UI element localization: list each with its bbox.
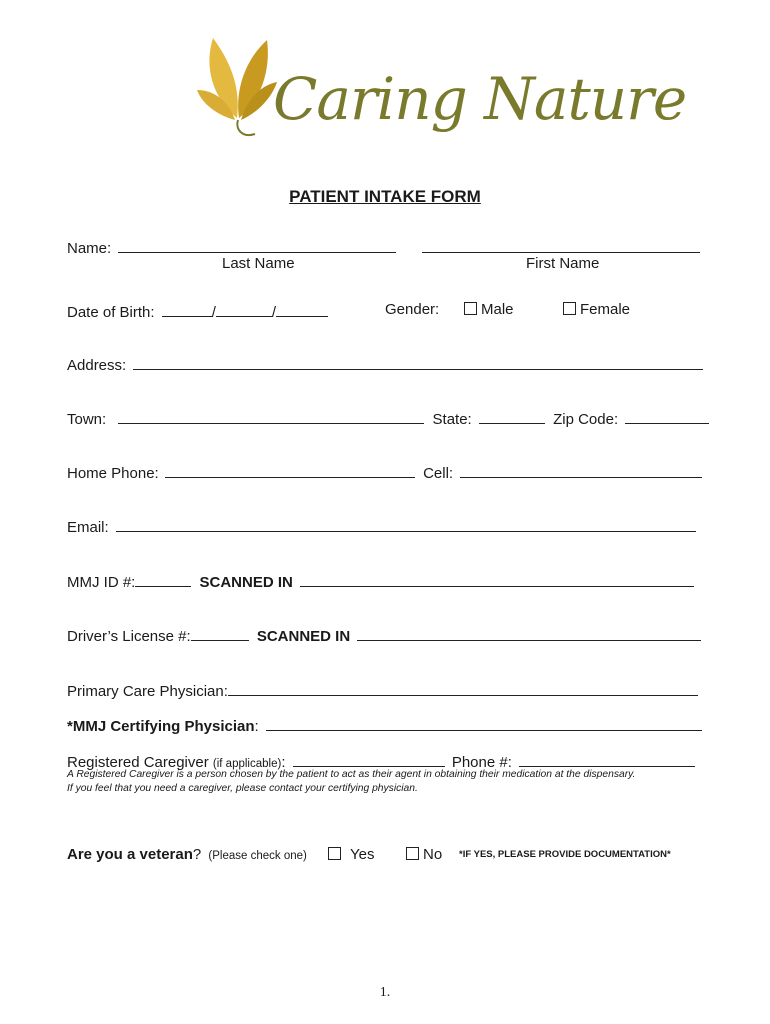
state-field[interactable]	[479, 409, 545, 424]
cell-field[interactable]	[460, 463, 702, 478]
veteran-note: *IF YES, PLEASE PROVIDE DOCUMENTATION*	[459, 849, 671, 860]
caregiver-note-2: If you feel that you need a caregiver, please contact your certifying physician.	[67, 783, 418, 794]
home-phone-label: Home Phone:	[67, 465, 159, 482]
veteran-qmark: ?	[192, 846, 202, 863]
form-title: PATIENT INTAKE FORM	[289, 187, 481, 206]
zip-field[interactable]	[625, 409, 709, 424]
pcp-label: Primary Care Physician:	[67, 683, 228, 700]
caregiver-note-1: A Registered Caregiver is a person chosen by the patient to act as their agent in obtaining their medication at the dispensary.	[67, 769, 636, 780]
first-name-caption: First Name	[526, 255, 600, 272]
last-name-field[interactable]	[118, 238, 396, 253]
caregiver-inline-note: (if applicable)	[212, 758, 282, 770]
first-name-field[interactable]	[422, 238, 700, 256]
certifying-colon: :	[254, 718, 259, 735]
license-scanned-line[interactable]	[357, 626, 701, 641]
veteran-instruction: (Please check one)	[208, 850, 307, 862]
veteran-yes-option[interactable]	[328, 847, 374, 862]
address-field[interactable]	[133, 355, 703, 370]
logo	[195, 30, 687, 160]
veteran-no-option[interactable]	[406, 847, 442, 862]
gender-female-option[interactable]	[563, 302, 630, 317]
male-checkbox[interactable]	[464, 302, 477, 315]
caregiver-colon: :	[281, 754, 286, 771]
female-checkbox[interactable]	[563, 302, 576, 315]
caregiver-label: Registered Caregiver	[67, 754, 209, 771]
license-field[interactable]	[191, 626, 249, 641]
pcp-field[interactable]	[228, 681, 698, 696]
veteran-yes-label: Yes	[350, 846, 375, 863]
last-name-caption: Last Name	[222, 255, 295, 272]
veteran-no-label: No	[423, 846, 443, 863]
veteran-no-checkbox[interactable]	[406, 847, 419, 860]
caregiver-field[interactable]	[293, 752, 445, 767]
town-label: Town:	[67, 411, 107, 428]
veteran-label: Are you a veteran	[67, 846, 193, 863]
mmj-id-label: MMJ ID #:	[67, 574, 136, 591]
dob-month-field[interactable]	[162, 302, 212, 317]
caregiver-phone-field[interactable]	[519, 752, 695, 767]
town-field[interactable]	[118, 409, 424, 424]
state-label: State:	[432, 411, 472, 428]
mmj-scanned-line[interactable]	[300, 572, 694, 587]
male-label: Male	[481, 301, 514, 318]
email-field[interactable]	[116, 517, 696, 532]
caregiver-phone-label: Phone #:	[451, 754, 512, 771]
gender-label: Gender:	[385, 301, 440, 318]
veteran-yes-checkbox[interactable]	[328, 847, 341, 860]
logo-text: Caring Nature	[273, 65, 687, 133]
email-label: Email:	[67, 519, 109, 536]
dob-year-field[interactable]	[276, 302, 328, 317]
home-phone-field[interactable]	[165, 463, 415, 478]
cell-label: Cell:	[423, 465, 454, 482]
gender-male-option[interactable]	[464, 302, 514, 317]
mmj-id-field[interactable]	[135, 572, 191, 587]
license-scanned-text: SCANNED IN	[256, 628, 351, 645]
mmj-scanned-text: SCANNED IN	[199, 574, 293, 591]
dob-day-field[interactable]	[216, 302, 272, 317]
female-label: Female	[580, 301, 631, 318]
certifying-field[interactable]	[266, 716, 702, 731]
dob-label: Date of Birth:	[67, 304, 155, 321]
certifying-label: *MMJ Certifying Physician	[67, 718, 255, 735]
page-number: 1.	[379, 985, 391, 1000]
license-label: Driver’s License #:	[67, 628, 191, 645]
zip-label: Zip Code:	[553, 411, 619, 428]
address-label: Address:	[67, 357, 127, 374]
name-label: Name:	[67, 240, 112, 257]
lotus-leaf-icon	[195, 30, 285, 140]
